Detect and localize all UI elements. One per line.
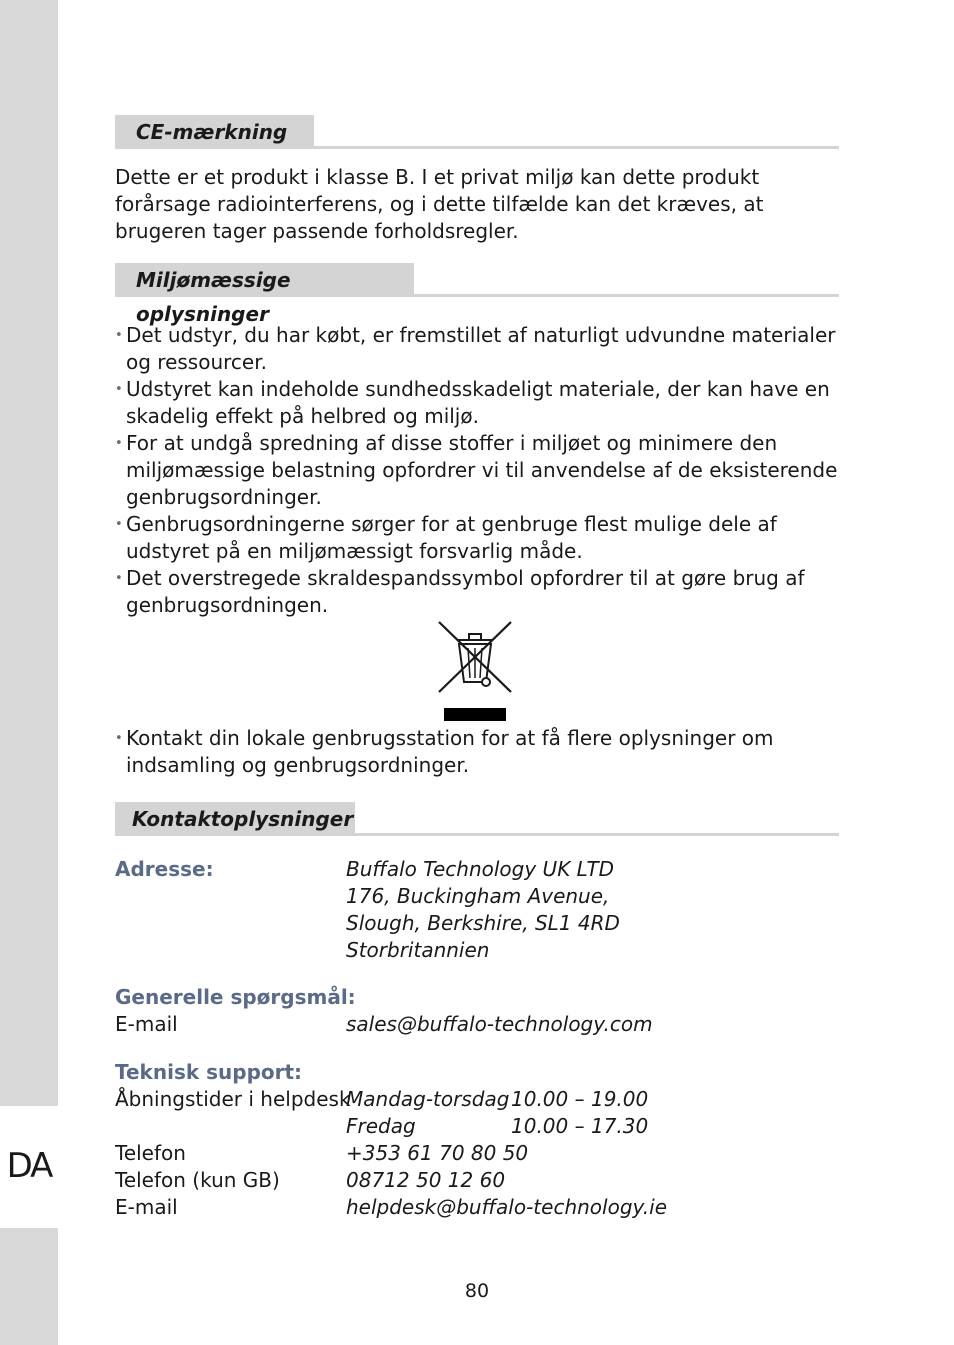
- address-line: Buffalo Technology UK LTD: [346, 857, 615, 881]
- technical-support-label: Teknisk support:: [115, 1060, 303, 1084]
- environment-bullet-list: [115, 322, 845, 619]
- general-email-label: E-mail: [115, 1012, 178, 1036]
- list-item: • For at undgå spredning af disse stoffer i miljøet og minimere den miljømæssige belastning opfordrer vi til anvendelse af de eksisterende genbrugsordninger.: [115, 430, 845, 511]
- phone-uk-label: Telefon (kun GB): [115, 1168, 280, 1192]
- section-rule: [115, 833, 839, 836]
- list-item: • Genbrugsordningerne sørger for at genbruge flest mulige dele af udstyret på en miljømæssigt forsvarlig måde.: [115, 511, 845, 565]
- page-number: 80: [464, 1280, 490, 1302]
- address-line: Slough, Berkshire, SL1 4RD: [346, 911, 620, 935]
- hours-time: 10.00 – 19.00: [511, 1087, 649, 1111]
- ce-section-header: [115, 115, 839, 149]
- crossed-out-wheelie-bin-icon: [435, 618, 515, 724]
- environment-section-header: [115, 263, 839, 326]
- list-item: • Det overstregede skraldespandssymbol opfordrer til at gøre brug af genbrugsordningen.: [115, 565, 845, 619]
- hours-time: 10.00 – 17.30: [511, 1114, 649, 1138]
- phone-uk-value: 08712 50 12 60: [346, 1168, 506, 1192]
- helpdesk-hours-label: Åbningstider i helpdesk: [115, 1087, 351, 1111]
- support-email-label: E-mail: [115, 1195, 178, 1219]
- general-email-value: sales@buffalo-technology.com: [346, 1012, 653, 1036]
- contact-section-header: [115, 802, 839, 836]
- support-email-value: helpdesk@buffalo-technology.ie: [346, 1195, 668, 1219]
- ce-paragraph: Dette er et produkt i klasse B. I et privat miljø kan dette produkt forårsage radiointerferens, og i dette tilfælde kan det kræves, at brugeren tager passende forholdsregler.: [115, 165, 764, 243]
- language-tab: DA: [6, 1146, 52, 1186]
- environment-bullet-list-continued: [115, 725, 845, 779]
- side-tab-bar-top: [0, 0, 58, 1106]
- section-rule: [115, 294, 839, 297]
- address-line: 176, Buckingham Avenue,: [346, 884, 610, 908]
- section-rule: [115, 146, 839, 149]
- phone-label: Telefon: [115, 1141, 186, 1165]
- environment-section-title: Miljømæssige oplysninger: [115, 263, 414, 295]
- address-line: Storbritannien: [346, 938, 490, 962]
- ce-section-title: CE-mærkning: [115, 115, 314, 147]
- list-item: • Kontakt din lokale genbrugsstation for at få flere oplysninger om indsamling og genbrugsordninger.: [115, 725, 845, 779]
- list-item: • Det udstyr, du har købt, er fremstillet af naturligt udvundne materialer og ressourcer.: [115, 322, 845, 376]
- phone-value: +353 61 70 80 50: [346, 1141, 529, 1165]
- address-label: Adresse:: [115, 857, 214, 881]
- hours-days: Mandag-torsdag: [346, 1087, 510, 1111]
- list-item: • Udstyret kan indeholde sundhedsskadeligt materiale, der kan have en skadelig effekt på helbred og miljø.: [115, 376, 845, 430]
- hours-days: Fredag: [346, 1114, 416, 1138]
- contact-section-title: Kontaktoplysninger: [115, 802, 355, 834]
- general-questions-label: Generelle spørgsmål:: [115, 985, 356, 1009]
